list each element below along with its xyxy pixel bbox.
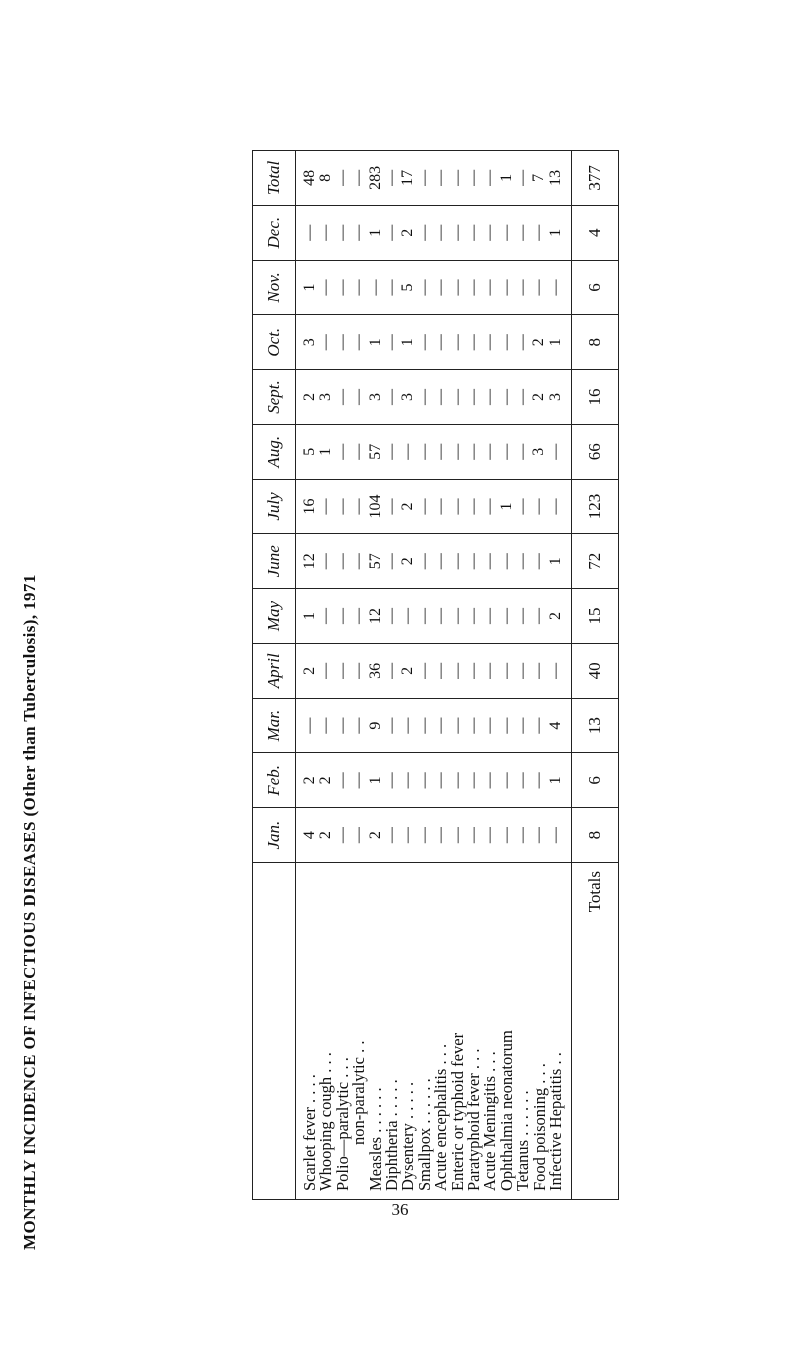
table-cell: 3 [530,447,548,456]
table-cell: — [481,662,499,679]
table-cell: — [350,662,368,679]
column-total [296,151,572,206]
column-may [296,589,572,644]
table-cell: — [448,717,466,734]
column-aug [296,424,572,479]
table-cell: 9 [366,721,384,730]
table-cell: — [464,388,482,405]
table-cell: 3 [366,392,384,401]
table-cell: — [514,388,532,405]
table-cell: — [432,827,450,844]
page-number: 36 [391,1200,409,1219]
table-cell: 2 [317,831,335,840]
column-dec [296,205,572,260]
table-cell: — [514,553,532,570]
table-cell: — [464,717,482,734]
table-cell: — [350,553,368,570]
table-cell: 1 [366,338,384,347]
column-nov [296,260,572,315]
table-cell: — [448,224,466,241]
table-cell: — [415,498,433,515]
table-cell: 2 [546,612,564,621]
table-cell: — [432,772,450,789]
table-cell: 5 [301,447,318,456]
table-cell: — [382,717,400,734]
table-cell: — [432,443,450,460]
column-june [296,534,572,589]
table-cell: — [448,388,466,405]
table-cell: 2 [530,338,548,347]
header-april: April [253,643,296,698]
total-may: 15 [571,589,618,644]
table-cell: — [399,443,417,460]
table-cell: — [448,827,466,844]
table-cell: 12 [301,553,318,570]
table-cell: — [317,224,335,241]
column-july [296,479,572,534]
table-cell: — [350,827,368,844]
table-cell: — [497,279,515,296]
column-sept [296,370,572,425]
table-cell: — [317,498,335,515]
table-cell: — [350,224,368,241]
table-cell: — [432,498,450,515]
table-cell: — [448,279,466,296]
incidence-table-wrapper [252,150,604,1200]
table-cell: — [382,772,400,789]
table-cell: — [514,224,532,241]
table-cell: 2 [301,392,318,401]
table-cell: — [546,662,564,679]
header-feb: Feb. [253,753,296,808]
header-row [253,151,296,1200]
table-cell: — [448,443,466,460]
total-april: 40 [571,643,618,698]
table-cell: 2 [399,502,417,511]
table-cell: — [464,169,482,186]
table-cell: 1 [301,283,318,292]
table-cell: — [317,279,335,296]
table-cell: — [481,279,499,296]
page-title: MONTHLY INCIDENCE OF INFECTIOUS DISEASES (Other than Tuberculosis), 1971 [20,574,39,1250]
table-cell: 104 [366,494,384,519]
table-cell: — [432,553,450,570]
table-cell: — [382,279,400,296]
table-cell: — [448,334,466,351]
body-row [296,151,572,1200]
table-cell: — [448,608,466,625]
table-cell: — [481,334,499,351]
table-cell: — [432,334,450,351]
table-cell: — [448,772,466,789]
total-june: 72 [571,534,618,589]
table-cell: — [481,224,499,241]
table-cell: — [514,334,532,351]
header-mar: Mar. [253,698,296,753]
table-cell: — [301,717,318,734]
table-cell: — [481,388,499,405]
table-cell: — [464,443,482,460]
column-jan [296,808,572,863]
column-april [296,643,572,698]
column-oct [296,315,572,370]
table-cell: 3 [301,338,318,347]
table-cell: 3 [317,392,335,401]
table-cell: — [333,334,351,351]
table-cell: — [497,553,515,570]
header-sept: Sept. [253,370,296,425]
table-cell: — [382,608,400,625]
table-cell: — [399,827,417,844]
disease-label: Acute encephalitis . . . [431,1043,451,1191]
table-cell: — [546,498,564,515]
table-cell: — [497,334,515,351]
table-cell: — [497,224,515,241]
table-cell: — [415,279,433,296]
table-cell: — [514,169,532,186]
table-cell: 2 [399,666,417,675]
table-cell: — [415,553,433,570]
table-cell: — [530,224,548,241]
table-cell: — [382,169,400,186]
table-cell: — [382,827,400,844]
disease-label: Tetanus . . . . . . [513,1090,533,1191]
table-cell: — [382,553,400,570]
total-dec: 4 [571,205,618,260]
table-cell: — [481,498,499,515]
table-cell: 5 [399,283,417,292]
table-cell: 1 [497,502,515,511]
table-cell: — [481,827,499,844]
table-cell: — [481,608,499,625]
incidence-table [252,150,619,1200]
table-cell: — [317,334,335,351]
table-cell: — [399,772,417,789]
table-cell: — [464,279,482,296]
table-cell: 57 [366,443,384,460]
table-cell: 3 [399,392,417,401]
table-cell: — [497,772,515,789]
table-cell: — [497,717,515,734]
table-cell: — [333,827,351,844]
header-oct: Oct. [253,315,296,370]
table-cell: — [514,608,532,625]
totals-row [571,151,618,1200]
total-july: 123 [571,479,618,534]
total-jan: 8 [571,808,618,863]
table-cell: 1 [317,447,335,456]
table-cell: — [514,443,532,460]
table-cell: — [530,608,548,625]
table-cell: — [530,772,548,789]
table-cell: 2 [399,228,417,237]
table-cell: — [333,443,351,460]
table-cell: — [415,827,433,844]
table-cell: — [546,827,564,844]
disease-label: Infective Hepatitis . . [546,1052,566,1191]
table-cell: 1 [366,228,384,237]
table-cell: — [350,717,368,734]
header-june: June [253,534,296,589]
total-mar: 13 [571,698,618,753]
header-total: Total [253,151,296,206]
table-cell: 283 [366,165,384,190]
table-cell: — [382,224,400,241]
table-cell: 57 [366,553,384,570]
table-cell: — [415,169,433,186]
disease-label: Scarlet fever . . . . [300,1074,319,1191]
table-cell: — [317,553,335,570]
table-cell: — [333,224,351,241]
table-cell: — [464,608,482,625]
table-cell: 1 [301,612,318,621]
table-cell: 1 [366,776,384,785]
header-may: May [253,589,296,644]
table-cell: — [497,827,515,844]
total-nov: 6 [571,260,618,315]
table-cell: — [464,662,482,679]
table-cell: — [333,279,351,296]
table-cell: — [464,498,482,515]
table-cell: 2 [366,831,384,840]
table-cell: 36 [366,662,384,679]
table-cell: 2 [301,776,318,785]
table-cell: 7 [530,173,548,182]
table-cell: — [399,608,417,625]
table-cell: 4 [546,721,564,730]
header-aug: Aug. [253,424,296,479]
table-cell: — [415,717,433,734]
header-dec: Dec. [253,205,296,260]
table-cell: — [366,279,384,296]
table-cell: — [317,662,335,679]
table-cell: 2 [399,557,417,566]
disease-label: non-paralytic . . [349,1040,369,1145]
table-cell: — [514,827,532,844]
table-cell: — [481,553,499,570]
table-cell: — [350,772,368,789]
table-cell: — [514,717,532,734]
table-cell: — [415,388,433,405]
total-grand: 377 [571,151,618,206]
total-sept: 16 [571,370,618,425]
table-cell: — [350,498,368,515]
table-cell: — [481,443,499,460]
column-mar [296,698,572,753]
table-cell: — [382,498,400,515]
table-cell: — [514,279,532,296]
table-cell: — [497,443,515,460]
table-cell: — [333,388,351,405]
column-feb [296,753,572,808]
table-cell: — [432,717,450,734]
table-cell: 48 [301,169,318,186]
table-cell: — [530,279,548,296]
table-cell: 17 [399,169,417,186]
table-cell: — [399,717,417,734]
disease-label: Measles . . . . . . [365,1087,385,1191]
table-cell: — [350,443,368,460]
table-cell: — [497,662,515,679]
table-cell: — [382,443,400,460]
disease-label: Diphtheria . . . . . [382,1079,402,1191]
table-cell: — [448,169,466,186]
table-cell: — [546,279,564,296]
table-cell: — [497,608,515,625]
table-cell: — [415,443,433,460]
table-cell: — [432,169,450,186]
table-cell: — [530,717,548,734]
table-cell: — [301,224,318,241]
total-feb: 6 [571,753,618,808]
disease-label: Ophthalmia neonatorum [496,1030,516,1191]
disease-label: Acute Meningitis . . . [480,1051,500,1191]
disease-list [296,862,572,1199]
table-cell: — [464,827,482,844]
total-aug: 66 [571,424,618,479]
table-cell: — [481,169,499,186]
table-cell: — [432,224,450,241]
table-cell: — [317,717,335,734]
table-cell: — [448,662,466,679]
disease-label: Paratyphoid fever . . . [464,1048,484,1191]
header-nov: Nov. [253,260,296,315]
table-cell: — [333,772,351,789]
table-cell: — [350,334,368,351]
table-cell: — [333,717,351,734]
table-cell: — [382,388,400,405]
table-cell: 13 [546,169,564,186]
table-cell: 2 [301,666,318,675]
table-cell: — [333,662,351,679]
disease-label: Smallpox . . . . . . [414,1078,434,1191]
table-cell: — [464,772,482,789]
disease-label: Polio—paralytic . . . [332,1057,352,1191]
table-cell: — [481,717,499,734]
totals-label: Totals [571,862,618,1199]
table-cell: — [382,334,400,351]
table-cell: — [415,224,433,241]
disease-label: Enteric or typhoid fever [447,1032,467,1191]
table-cell: — [432,279,450,296]
table-cell: — [514,772,532,789]
table-cell: — [530,827,548,844]
table-cell: 12 [366,608,384,625]
table-cell: — [481,772,499,789]
table-cell: 1 [546,776,564,785]
table-cell: — [530,662,548,679]
table-cell: — [448,553,466,570]
table-cell: — [464,334,482,351]
table-cell: — [333,553,351,570]
table-cell: — [530,553,548,570]
table-cell: — [415,662,433,679]
table-cell: — [432,662,450,679]
table-cell: — [497,388,515,405]
table-cell: — [415,608,433,625]
table-cell: — [514,662,532,679]
table-cell: — [464,224,482,241]
table-cell: — [530,498,548,515]
table-cell: — [350,388,368,405]
total-oct: 8 [571,315,618,370]
table-cell: — [333,608,351,625]
table-cell: — [350,279,368,296]
table-cell: 1 [399,338,417,347]
table-cell: — [333,169,351,186]
table-cell: — [432,388,450,405]
table-cell: — [382,662,400,679]
table-cell: 4 [301,831,318,840]
disease-label: Dysentery . . . . . [398,1081,418,1191]
table-cell: 1 [546,338,564,347]
table-cell: — [317,608,335,625]
table-cell: — [333,498,351,515]
table-cell: — [448,498,466,515]
table-cell: — [415,334,433,351]
disease-label: Whooping cough . . . [316,1052,336,1191]
table-cell: — [432,608,450,625]
disease-label: Food poisoning . . . [529,1063,549,1191]
table-cell: 1 [546,557,564,566]
table-cell: — [464,553,482,570]
table-cell: 3 [546,392,564,401]
table-cell: 1 [497,173,515,182]
table-cell: — [415,772,433,789]
table-cell: 2 [530,392,548,401]
table-cell: 16 [301,498,318,515]
table-cell: — [514,498,532,515]
table-cell: — [546,443,564,460]
table-cell: — [350,169,368,186]
table-cell: 8 [317,173,335,182]
header-jan: Jan. [253,808,296,863]
table-cell: 2 [317,776,335,785]
header-july: July [253,479,296,534]
header-blank [253,862,296,1199]
table-cell: 1 [546,228,564,237]
table-cell: — [350,608,368,625]
